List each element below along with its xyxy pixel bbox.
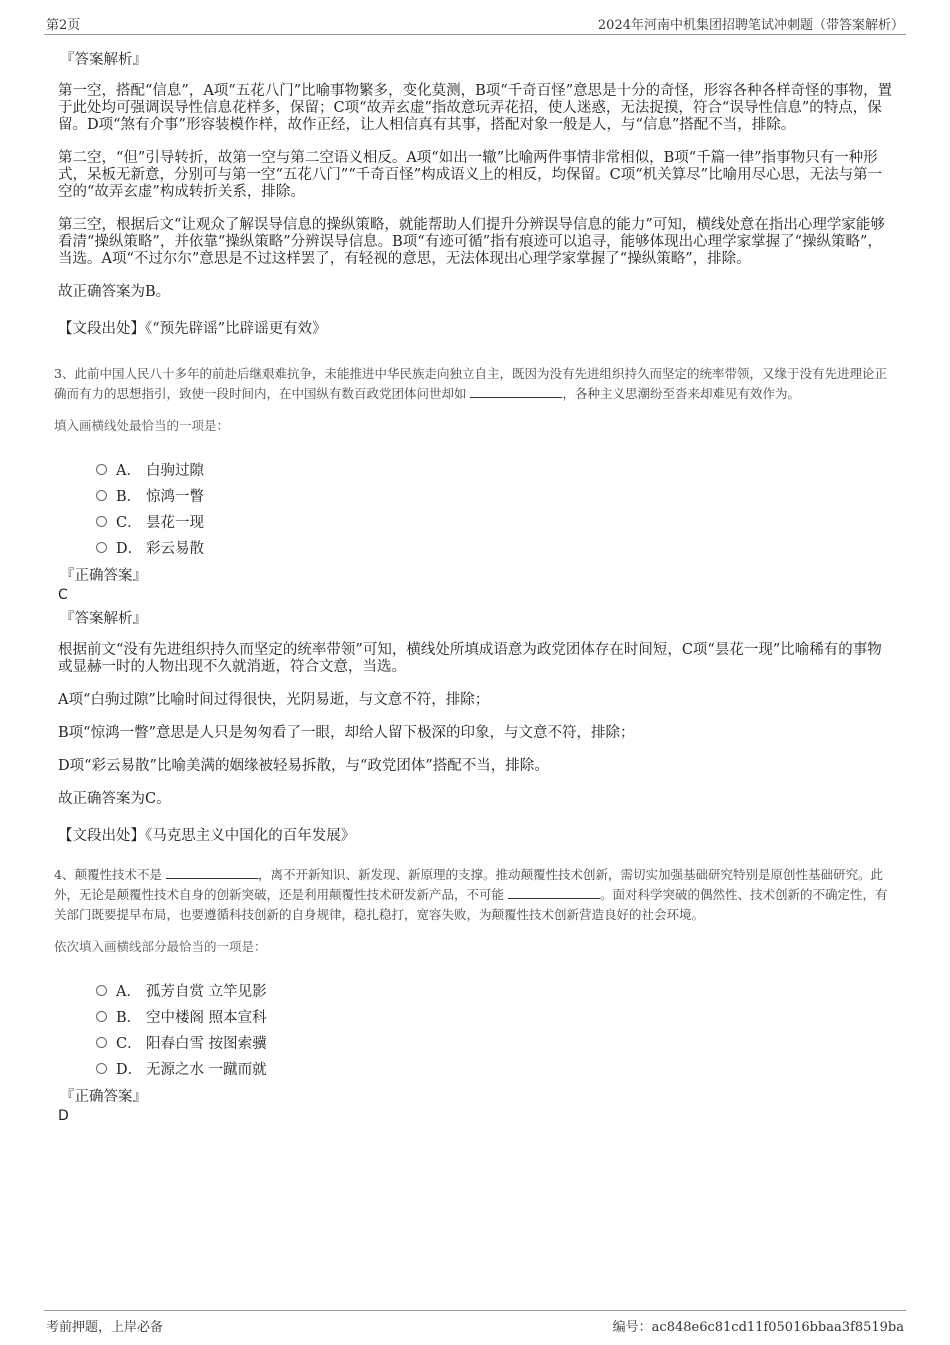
question-3-options <box>96 456 896 560</box>
analysis-paragraph: B项“惊鸿一瞥”意思是人只是匆匆看了一眼，却给人留下极深的印象，与文意不符，排除； <box>58 725 635 741</box>
option-c[interactable]: C． 阳春白雪 按图索骥 <box>96 1029 896 1055</box>
option-d[interactable]: D． 无源之水 一蹴而就 <box>96 1055 896 1081</box>
analysis-conclusion: 故正确答案为B。 <box>58 284 171 300</box>
option-d[interactable]: D． 彩云易散 <box>96 534 896 560</box>
answer-blank <box>166 866 258 879</box>
option-a[interactable]: A． 白驹过隙 <box>96 456 896 482</box>
option-b[interactable]: B． 空中楼阁 照本宣科 <box>96 1003 896 1029</box>
option-a[interactable]: A． 孤芳自赏 立竿见影 <box>96 977 896 1003</box>
page-footer <box>44 1310 906 1337</box>
radio-icon[interactable] <box>96 464 107 475</box>
question-4-instruction: 依次填入画横线部分最恰当的一项是： <box>54 939 267 954</box>
correct-answer-label: 『正确答案』 <box>60 568 147 584</box>
analysis-paragraph: D项“彩云易散”比喻美满的姻缘被轻易拆散，与“政党团体”搭配不当，排除。 <box>58 758 549 774</box>
source-note: 【文段出处】《马克思主义中国化的百年发展》 <box>58 828 356 844</box>
question-3-instruction: 填入画横线处最恰当的一项是： <box>54 418 230 433</box>
answer-blank <box>470 385 562 398</box>
analysis-paragraph: 第一空，搭配“信息”，A项“五花八门”比喻事物繁多，变化莫测，B项“千奇百怪”意思是十分的奇怪，形容各种各样奇怪的事物，置于此处均可强调误导性信息花样多，保留；C项“故弄玄虚”指故意玩弄花招，使人迷惑，无法捉摸，符合“误导性信息”的特点，保留。D项“煞有介事”形容装模作样，故作正经，让人相信真有其事，搭配对象一般是人，与“信息”搭配不当，排除。 <box>58 83 893 133</box>
correct-answer: D <box>58 1108 69 1124</box>
radio-icon[interactable] <box>96 490 107 501</box>
correct-answer: C <box>58 587 68 603</box>
radio-icon[interactable] <box>96 542 107 553</box>
analysis-conclusion: 故正确答案为C。 <box>58 791 171 807</box>
footer-slogan: 考前押题，上岸必备 <box>46 1320 164 1335</box>
question-4-options <box>96 977 896 1081</box>
radio-icon[interactable] <box>96 1063 107 1074</box>
option-b[interactable]: B． 惊鸿一瞥 <box>96 482 896 508</box>
document-title: 2024年河南中机集团招聘笔试冲刺题（带答案解析） <box>597 18 904 33</box>
answer-blank <box>508 886 600 899</box>
source-note: 【文段出处】《“预先辟谣”比辟谣更有效》 <box>58 321 327 337</box>
question-3-stem: 3、此前中国人民八十多年的前赴后继艰难抗争，未能推进中华民族走向独立自主，既因为没有先进组织持久而坚定的统率带领，又缘于没有先进理论正确而有力的思想指引，致使一段时间内，在中国纵有数百政党团体问世却如 ，各种主义思潮纷至沓来却难见有效作为。 <box>54 366 887 401</box>
document-id: 编号：ac848e6c81cd11f05016bbaa3f8519ba <box>612 1320 904 1335</box>
radio-icon[interactable] <box>96 1037 107 1048</box>
question-4-stem: 4、颠覆性技术不是 ，离不开新知识、新发现、新原理的支撑。推动颠覆性技术创新，需切实加强基础研究特别是原创性基础研究。此外，无论是颠覆性技术自身的创新突破，还是利用颠覆性技术研发新产品，不可能 。面对科学突破的偶然性、技术创新的不确定性，有关部门既要提早布局，也要遵循科技创新的自身规律，稳扎稳打，宽容失败，为颠覆性技术创新营造良好的社会环境。 <box>54 867 888 922</box>
radio-icon[interactable] <box>96 1011 107 1022</box>
page-header <box>44 12 906 35</box>
analysis-label: 『答案解析』 <box>60 611 147 627</box>
page-content <box>56 44 896 1128</box>
analysis-paragraph: A项“白驹过隙”比喻时间过得很快，光阴易逝，与文意不符，排除； <box>58 692 490 708</box>
option-c[interactable]: C． 昙花一现 <box>96 508 896 534</box>
radio-icon[interactable] <box>96 985 107 996</box>
analysis-label: 『答案解析』 <box>60 52 147 68</box>
analysis-paragraph: 第二空，“但”引导转折，故第一空与第二空语义相反。A项“如出一辙”比喻两件事情非常相似，B项“千篇一律”指事物只有一种形式，呆板无新意，分别可与第一空“五花八门”“千奇百怪”构成语义上的相反，均保留。C项“机关算尽”比喻用尽心思，无法与第一空的“故弄玄虚”构成转折关系，排除。 <box>58 150 883 200</box>
page-number: 第2页 <box>46 18 81 33</box>
analysis-paragraph: 第三空，根据后文“让观众了解误导信息的操纵策略，就能帮助人们提升分辨误导信息的能力”可知，横线处意在指出心理学家能够看清“操纵策略”，并依靠“操纵策略”分辨误导信息。B项“有迹可循”指有痕迹可以追寻，能够体现出心理学家掌握了“操纵策略”，当选。A项“不过尔尔”意思是不过这样罢了，有轻视的意思，无法体现出心理学家掌握了“操纵策略”，排除。 <box>58 217 885 267</box>
analysis-paragraph: 根据前文“没有先进组织持久而坚定的统率带领”可知，横线处所填成语意为政党团体存在时间短，C项“昙花一现”比喻稀有的事物或显赫一时的人物出现不久就消逝，符合文意，当选。 <box>58 642 882 675</box>
correct-answer-label: 『正确答案』 <box>60 1089 147 1105</box>
radio-icon[interactable] <box>96 516 107 527</box>
